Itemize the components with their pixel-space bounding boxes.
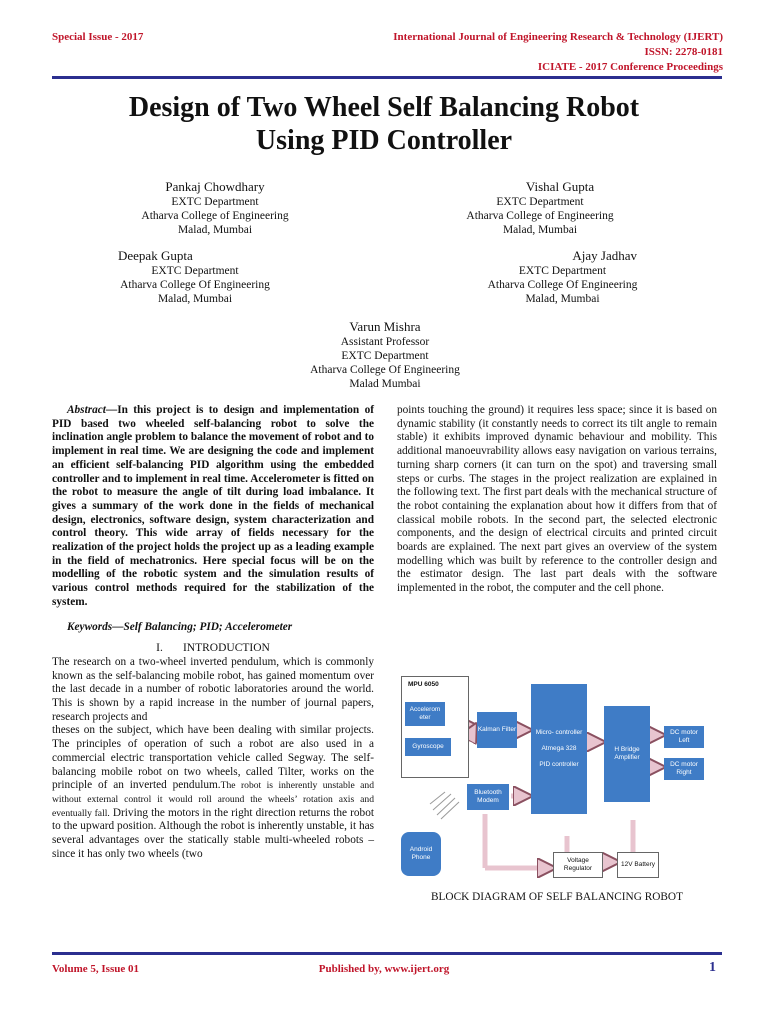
kalman-filter-block xyxy=(477,712,517,748)
author-block-2 xyxy=(435,178,645,237)
signal-line xyxy=(437,798,455,815)
intro-text-small: The robot is inherently unstable and without external control it would roll around the wheels’ rotation axis and eventually fall. xyxy=(52,780,374,819)
dc-motor-left-label: DC motor Left xyxy=(670,729,698,744)
right-paragraph: points touching the ground) it requires less space; since it is based on dynamic stability (it constantly needs to correct its tilt angle to remain stable) it exhibits improved dynamic behaviour and mobility. This additional manoeuvrability allows easy navigation on various terrains, turning sharp corners (it can turn on the spot) and traversing small steps or curbs. The stages in the project realization are explained in the following text. The first part deals with the mechanical structure of the robot containing the explanation about how it differs from that of classical mobile robots. In the second part, the selected electronic components, and the design of electrical circuits and printed circuit boards are explained. The next part gives an overview of the system modelling which was built by reference to the controller design and the estimator design. The last part deals with the software implemented in the robot, the computer and the cell phone. xyxy=(397,404,717,595)
page-number: 1 xyxy=(709,960,716,975)
author-dept: EXTC Department xyxy=(151,265,239,277)
author-block-1 xyxy=(110,178,320,237)
author-college: Atharva College Of Engineering xyxy=(310,364,460,376)
voltage-regulator-label: Voltage Regulator xyxy=(563,857,593,872)
intro-text-a: theses on the subject, which have been dealing with similar projects. The principles of operation of such a robot are also used in a commercial electric transportation vehicle called Segway. The self-balancing mobile robot on two wheels, called Tilter, works on the principle of an inverted pendulum. xyxy=(52,724,374,792)
h-bridge-block xyxy=(604,706,650,802)
author-block-3 xyxy=(100,247,290,306)
bluetooth-modem-label: Bluetooth Modem xyxy=(474,789,502,804)
accelerometer-block xyxy=(405,702,445,726)
author-name: Varun Mishra xyxy=(349,319,421,334)
mpu6050-box xyxy=(401,676,469,778)
author-place: Malad Mumbai xyxy=(349,378,421,390)
header-rule xyxy=(52,76,722,79)
conference-label: ICIATE - 2017 Conference Proceedings xyxy=(537,61,723,73)
intro-paragraph-1: The research on a two-wheel inverted pendulum, which is commonly known as the self-balancing mobile robot, has gained momentum over the last decade in a number of robotic laboratories around the world. This is shown by a rapid increase in the number of journal papers, research projects and xyxy=(52,655,374,723)
accelerometer-label: Accelerom eter xyxy=(409,706,441,721)
footer-publisher: Published by, www.ijert.org xyxy=(318,963,450,975)
battery-box xyxy=(617,852,659,878)
footer-volume: Volume 5, Issue 01 xyxy=(52,963,139,975)
journal-name: International Journal of Engineering Research & Technology (IJERT) xyxy=(393,31,723,43)
author-dept: EXTC Department xyxy=(496,196,584,208)
right-column xyxy=(397,404,717,596)
author-role: Assistant Professor xyxy=(340,336,430,348)
h-bridge-label: H Bridge Amplifier xyxy=(614,746,640,761)
diagram-caption: BLOCK DIAGRAM OF SELF BALANCING ROBOT xyxy=(430,891,683,903)
author-college: Atharva College of Engineering xyxy=(466,210,614,222)
author-name: Ajay Jadhav xyxy=(572,248,637,263)
signal-line xyxy=(433,794,451,810)
signal-line xyxy=(441,802,459,819)
author-college: Atharva College of Engineering xyxy=(141,210,289,222)
paper-title-line2: Using PID Controller xyxy=(255,125,513,156)
issn-label: ISSN: 2278-0181 xyxy=(644,46,723,58)
author-name: Pankaj Chowdhary xyxy=(165,179,265,194)
intro-paragraph-2 xyxy=(52,724,374,861)
atmega-label: Atmega 328 xyxy=(541,745,577,752)
section-heading-introduction: I. INTRODUCTION xyxy=(156,642,270,655)
gyroscope-block xyxy=(405,738,451,756)
keywords-text: Self Balancing; PID; Accelerometer xyxy=(123,620,293,633)
footer-rule xyxy=(52,952,722,955)
mpu6050-label: MPU 6050 xyxy=(408,681,439,688)
battery-label: 12V Battery xyxy=(621,861,655,868)
dc-motor-right-label: DC motor Right xyxy=(670,761,698,776)
signal-line xyxy=(430,792,445,804)
paper-title-line1: Design of Two Wheel Self Balancing Robot xyxy=(128,92,640,123)
issue-label: Special Issue - 2017 xyxy=(52,31,144,43)
abstract-label: Abstract xyxy=(67,404,106,416)
block-diagram xyxy=(395,672,725,884)
microcontroller-label: Micro- controller xyxy=(535,729,583,736)
keywords-label: Keywords— xyxy=(67,620,124,633)
abstract-text: In this project is to design and implementation of PID based two wheeled self-balancing robot to solve the inclination angle problem to balance the movement of robot and to implement in real time. We are designing the code and implement an efficient self-balancing PID algorithm using the embedded controller and to implement in real time. Accelerometer is fitted on the robot to measure the angle of tilt during load imbalance. It gives a summary of the work done in the fields of mechanical design, electronics, software design, system characterization and control theory. This wide array of fields necessary for the realization of the project holds the project up as a leading example in the field of mechatronics. Here special focus will be on the modelling of the robotic system and the simulation results of various control methods required for the stabilization of the system. xyxy=(52,404,374,608)
author-college: Atharva College Of Engineering xyxy=(120,279,270,291)
android-phone-block xyxy=(401,832,441,876)
voltage-regulator-box xyxy=(553,852,603,878)
dc-motor-left-block xyxy=(664,726,704,748)
gyroscope-label: Gyroscope xyxy=(412,743,444,750)
author-place: Malad, Mumbai xyxy=(502,224,578,236)
microcontroller-block xyxy=(531,684,587,814)
author-place: Malad, Mumbai xyxy=(525,293,600,305)
pid-label: PID controller xyxy=(539,761,579,768)
kalman-filter-label: Kalman Filter xyxy=(477,726,517,733)
author-dept: EXTC Department xyxy=(341,350,429,362)
intro-text-b: Driving the motors in the right direction returns the robot to the upward position. Although the robot is inherently unstable, it has several advantages over the statically stable multi-wheeled robots – since it has only two wheels (two xyxy=(52,806,374,860)
author-college: Atharva College Of Engineering xyxy=(487,279,638,291)
author-dept: EXTC Department xyxy=(171,196,259,208)
author-name: Vishal Gupta xyxy=(525,179,595,194)
abstract-dash: — xyxy=(105,404,118,416)
abstract xyxy=(52,404,374,610)
author-place: Malad, Mumbai xyxy=(177,224,253,236)
author-block-4 xyxy=(450,247,675,306)
android-phone-label: Android Phone xyxy=(409,846,433,861)
author-block-5 xyxy=(270,318,500,391)
author-place: Malad, Mumbai xyxy=(157,293,233,305)
left-column xyxy=(52,404,374,862)
keywords xyxy=(52,621,374,635)
signal-lines xyxy=(430,792,459,819)
author-dept: EXTC Department xyxy=(518,265,607,277)
author-name: Deepak Gupta xyxy=(118,248,193,263)
bluetooth-modem-block xyxy=(467,784,509,810)
dc-motor-right-block xyxy=(664,758,704,780)
